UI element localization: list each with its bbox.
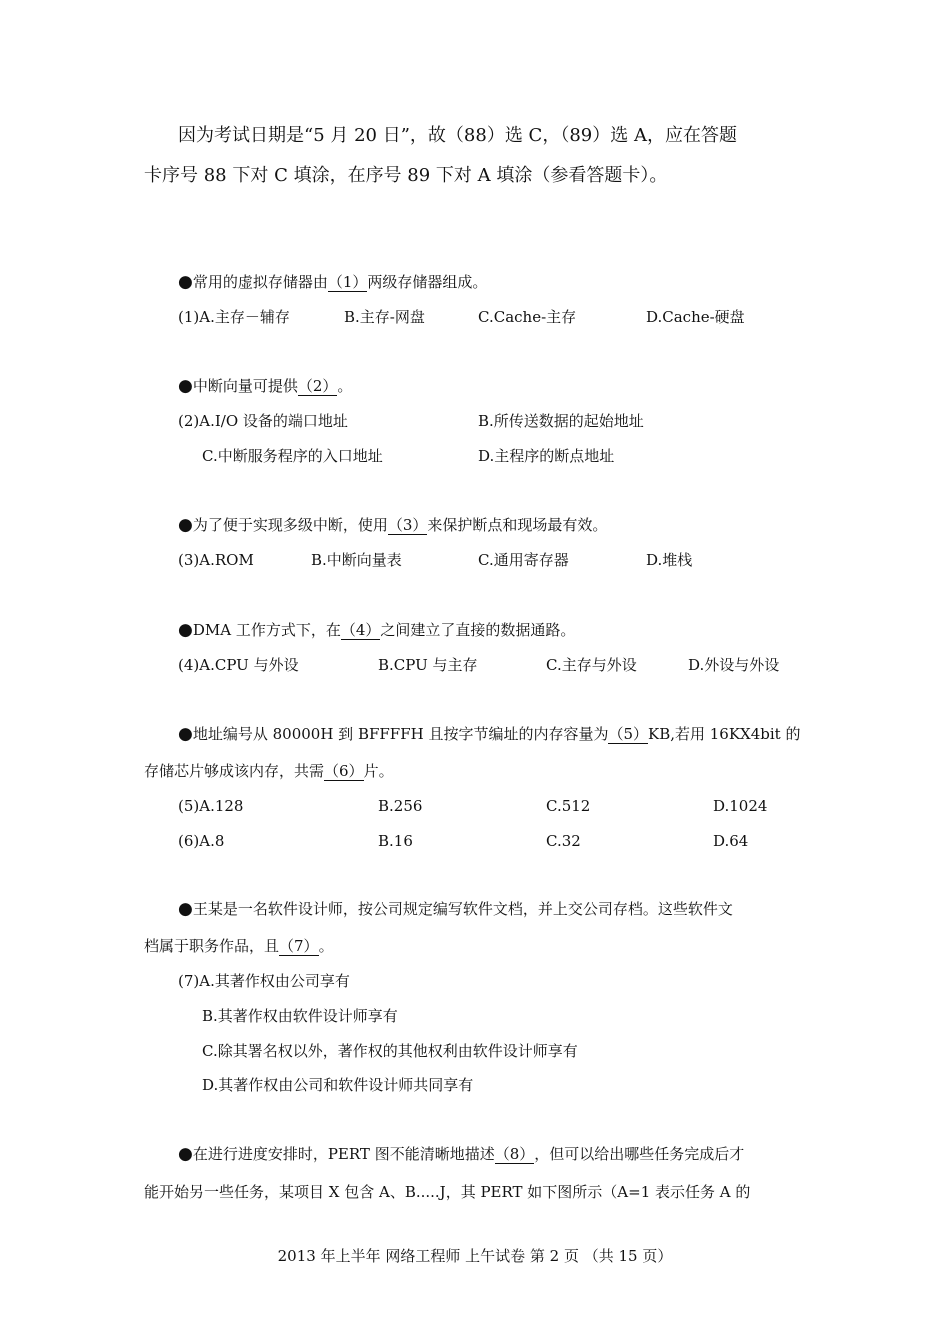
bullet-icon: ● <box>178 724 193 744</box>
q7-option-d: D.其著作权由公司和软件设计师共同享有 <box>202 1076 474 1094</box>
intro-line-1: 因为考试日期是“5 月 20 日”，故（88）选 C，（89）选 A，应在答题 <box>178 125 737 146</box>
bullet-icon: ● <box>178 620 193 640</box>
answer-blank-4: （4） <box>340 621 381 639</box>
question-1-stem: ●常用的虚拟存储器由（1）两级存储器组成。 <box>178 272 488 292</box>
q6-option-b: B.16 <box>378 832 413 850</box>
answer-blank-7: （7） <box>279 937 319 955</box>
intro-line-2: 卡序号 88 下对 C 填涂，在序号 89 下对 A 填涂（参看答题卡）。 <box>144 165 668 186</box>
q2-option-b: B.所传送数据的起始地址 <box>478 412 644 430</box>
bullet-icon: ● <box>178 1144 193 1164</box>
q5-option-b: B.256 <box>378 797 423 815</box>
q4-option-c: C.主存与外设 <box>546 656 637 674</box>
q4-option-b: B.CPU 与主存 <box>378 656 478 674</box>
q2-option-a: (2)A.I/O 设备的端口地址 <box>178 412 348 430</box>
q6-option-a: (6)A.8 <box>178 832 225 850</box>
question-8-stem-line-2: 能开始另一些任务，某项目 X 包含 A、B.....J，其 PERT 如下图所示（A=1 表示任务 A 的 <box>144 1183 751 1201</box>
question-4-stem: ●DMA 工作方式下，在（4）之间建立了直接的数据通路。 <box>178 620 576 640</box>
page-footer: 2013 年上半年 网络工程师 上午试卷 第 2 页 （共 15 页） <box>277 1247 673 1265</box>
question-5-stem: ●地址编号从 80000H 到 BFFFFH 且按字节编址的内存容量为（5）KB,若用 16KX4bit 的 <box>178 724 801 744</box>
q6-option-d: D.64 <box>713 832 749 850</box>
question-7-stem-line-2: 档属于职务作品，且（7）。 <box>144 937 334 955</box>
answer-blank-8: （8） <box>494 1145 535 1163</box>
question-7-stem-line-1: ●王某是一名软件设计师，按公司规定编写软件文档，并上交公司存档。这些软件文 <box>178 899 733 919</box>
q1-option-a: (1)A.主存－辅存 <box>178 308 290 326</box>
answer-blank-5: （5） <box>608 725 648 743</box>
q7-option-b: B.其著作权由软件设计师享有 <box>202 1007 398 1025</box>
bullet-icon: ● <box>178 376 193 396</box>
q2-option-c: C.中断服务程序的入口地址 <box>202 447 383 465</box>
q6-option-c: C.32 <box>546 832 581 850</box>
q1-option-d: D.Cache-硬盘 <box>646 308 745 326</box>
answer-blank-1: （1） <box>327 273 368 291</box>
q4-option-a: (4)A.CPU 与外设 <box>178 656 299 674</box>
q1-option-b: B.主存-网盘 <box>344 308 425 326</box>
answer-blank-2: （2） <box>297 377 338 395</box>
bullet-icon: ● <box>178 515 193 535</box>
question-6-stem: 存储芯片够成该内存，共需（6）片。 <box>144 762 394 780</box>
q7-option-a: (7)A.其著作权由公司享有 <box>178 972 350 990</box>
q2-option-d: D.主程序的断点地址 <box>478 447 615 465</box>
q5-option-c: C.512 <box>546 797 591 815</box>
q5-option-a: (5)A.128 <box>178 797 244 815</box>
question-8-stem-line-1: ●在进行进度安排时，PERT 图不能清晰地描述（8），但可以给出哪些任务完成后才 <box>178 1144 745 1164</box>
question-2-stem: ●中断向量可提供（2）。 <box>178 376 353 396</box>
answer-blank-3: （3） <box>387 516 428 534</box>
q5-option-d: D.1024 <box>713 797 768 815</box>
q7-option-c: C.除其署名权以外，著作权的其他权利由软件设计师享有 <box>202 1042 578 1060</box>
bullet-icon: ● <box>178 272 193 292</box>
q4-option-d: D.外设与外设 <box>688 656 780 674</box>
bullet-icon: ● <box>178 899 193 919</box>
answer-blank-6: （6） <box>324 762 364 780</box>
q3-option-a: (3)A.ROM <box>178 551 254 569</box>
question-3-stem: ●为了便于实现多级中断，使用（3）来保护断点和现场最有效。 <box>178 515 608 535</box>
q3-option-b: B.中断向量表 <box>311 551 402 569</box>
q1-option-c: C.Cache-主存 <box>478 308 577 326</box>
q3-option-d: D.堆栈 <box>646 551 693 569</box>
q3-option-c: C.通用寄存器 <box>478 551 569 569</box>
